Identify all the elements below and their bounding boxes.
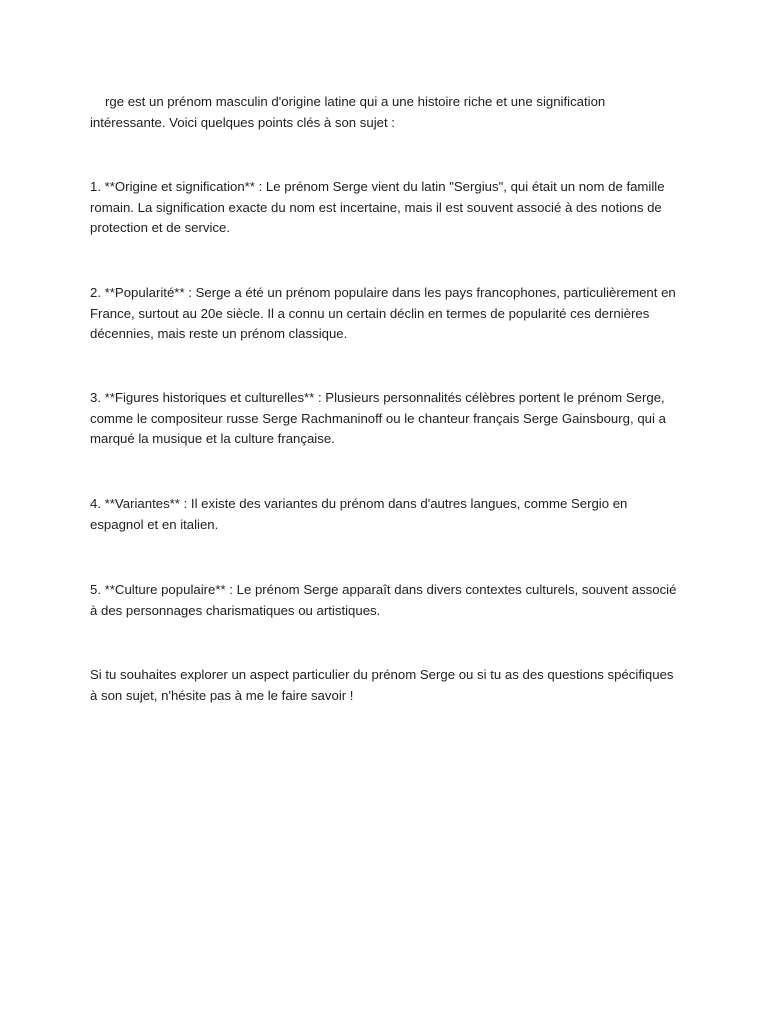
intro-paragraph: rge est un prénom masculin d'origine latine qui a une histoire riche et une signification intéressante. Voici quelques points clés à son sujet : (90, 94, 606, 130)
point-culture-populaire: 5. **Culture populaire** : Le prénom Serge apparaît dans divers contextes culturels, souvent associé à des personnages charismatiques ou artistiques. (90, 582, 677, 618)
closing-paragraph: Si tu souhaites explorer un aspect particulier du prénom Serge ou si tu as des questions spécifiques à son sujet, n'hésite pas à me le faire savoir ! (90, 667, 674, 703)
point-origine-signification: 1. **Origine et signification** : Le prénom Serge vient du latin "Sergius", qui était un nom de famille romain. La signification exacte du nom est incertaine, mais il est souvent associé à des notions de protection et de service. (90, 179, 665, 235)
point-popularite: 2. **Popularité** : Serge a été un prénom populaire dans les pays francophones, particulièrement en France, surtout au 20e siècle. Il a connu un certain déclin en termes de popularité ces dernières décennies, mais reste un prénom classique. (90, 285, 676, 341)
point-figures-historiques: 3. **Figures historiques et culturelles** : Plusieurs personnalités célèbres portent le prénom Serge, comme le compositeur russe Serge Rachmaninoff ou le chanteur français Serge Gainsbourg, qui a marqué la musique et la culture française. (90, 390, 666, 446)
point-variantes: 4. **Variantes** : Il existe des variantes du prénom dans d'autres langues, comme Sergio en espagnol et en italien. (90, 496, 628, 532)
